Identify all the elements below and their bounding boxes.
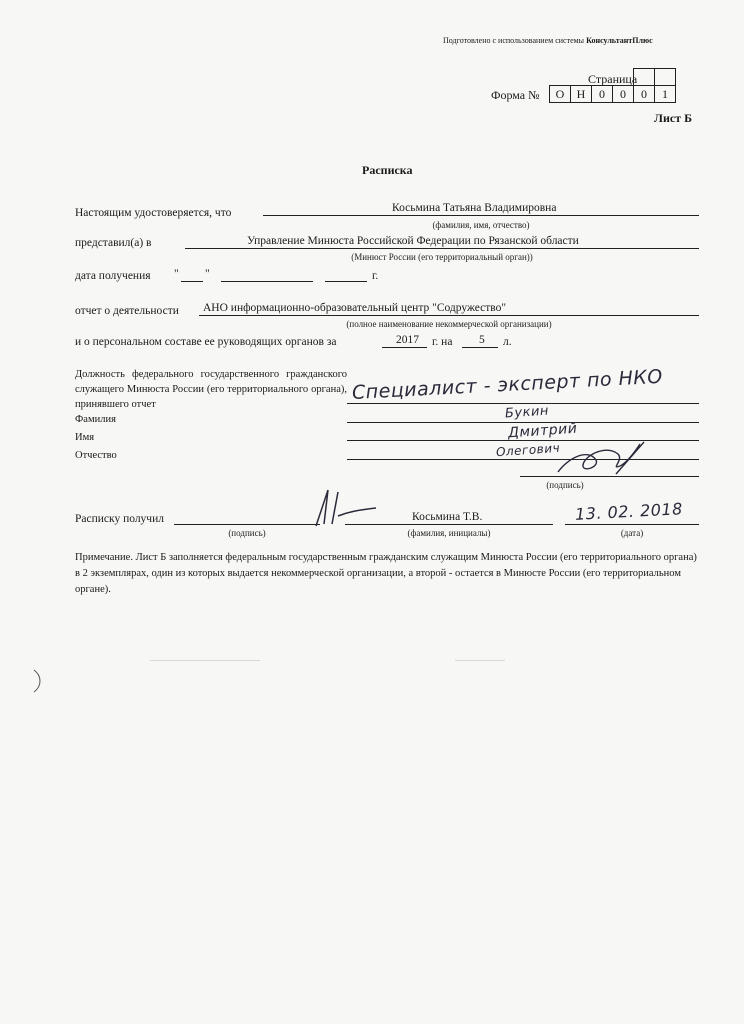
official-signature-caption: (подпись)	[546, 480, 584, 490]
receipt-signature-caption: (подпись)	[228, 528, 266, 538]
form-cell-6: 1	[655, 86, 676, 103]
official-patronymic-label: Отчество	[75, 450, 117, 461]
certify-caption: (фамилия, имя, отчество)	[432, 220, 530, 230]
personnel-year: 2017	[396, 334, 419, 346]
scan-smudge	[150, 660, 260, 661]
form-cell-2: Н	[571, 86, 592, 103]
receipt-date-line	[565, 524, 699, 525]
date-year-suffix: г.	[372, 270, 379, 282]
form-label: Форма №	[491, 88, 540, 102]
official-name-value: Дмитрий	[507, 420, 578, 442]
certify-value: Косьмина Татьяна Владимировна	[392, 202, 557, 214]
official-patronymic-value: Олегович	[495, 440, 561, 460]
page-label: Страница	[588, 72, 638, 86]
footnote: Примечание. Лист Б заполняется федеральным государственным гражданским служащим Минюста России (его территориального органа) в 2 экземплярах, один из которых выдается некоммерческой организации, а второй - остается в Минюсте России (его территориальном органе).	[75, 552, 697, 595]
receipt-name-value: Косьмина Т.В.	[412, 511, 483, 523]
official-position-label: Должность федерального государственного гражданского служащего Минюста России (его территориального органа), принявшего отчет	[75, 369, 347, 410]
presented-label: представил(а) в	[75, 237, 152, 249]
header-note-text: Подготовлено с использованием системы	[443, 36, 585, 45]
official-surname-label: Фамилия	[75, 414, 116, 425]
form-cell-5: 0	[634, 86, 655, 103]
official-signature-line	[520, 476, 699, 477]
presented-line	[185, 248, 699, 249]
personnel-label: и о персональном составе ее руководящих органов за	[75, 336, 337, 348]
scan-smudge	[455, 660, 505, 661]
receipt-label: Расписку получил	[75, 513, 164, 525]
official-surname-line	[347, 422, 699, 423]
form-cell-1: О	[550, 86, 571, 103]
personnel-sheets: 5	[479, 334, 485, 346]
form-number-grid	[549, 68, 676, 103]
report-label: отчет о деятельности	[75, 305, 179, 317]
receipt-date-value: 13. 02. 2018	[574, 499, 684, 524]
certify-label: Настоящим удостоверяется, что	[75, 207, 232, 219]
presented-value: Управление Минюста Российской Федерации по Рязанской области	[247, 235, 579, 247]
receipt-name-line	[345, 524, 553, 525]
page-cell-1	[634, 69, 655, 86]
date-month-line	[221, 281, 313, 282]
personnel-year-suffix: г. на	[432, 336, 453, 348]
official-position-line	[347, 403, 699, 404]
sheet-label: Лист Б	[654, 111, 693, 125]
personnel-year-line	[382, 347, 427, 348]
date-quote-close: "	[205, 268, 210, 280]
presented-caption: (Минюст России (его территориальный орган))	[351, 252, 533, 262]
header-note	[443, 36, 653, 45]
personnel-sheets-suffix: л.	[503, 336, 512, 348]
date-quote-open: "	[174, 268, 179, 280]
page-title: Расписка	[362, 163, 413, 177]
date-received-label: дата получения	[75, 270, 151, 282]
date-day-line	[181, 281, 203, 282]
form-cell-3: 0	[592, 86, 613, 103]
report-value: АНО информационно-образовательный центр "Содружество"	[203, 302, 507, 314]
header-brand: КонсультантПлюс	[586, 36, 653, 45]
page-cell-2	[655, 69, 676, 86]
receipt-name-caption: (фамилия, инициалы)	[407, 528, 491, 538]
date-year-line	[325, 281, 367, 282]
personnel-sheets-line	[462, 347, 498, 348]
certify-line	[263, 215, 699, 216]
official-position-value: Специалист - эксперт по НКО	[351, 365, 664, 404]
receipt-date-caption: (дата)	[620, 528, 644, 538]
official-signature-icon	[548, 440, 658, 480]
report-line	[199, 315, 699, 316]
report-caption: (полное наименование некоммерческой организации)	[346, 319, 552, 329]
form-cell-4: 0	[613, 86, 634, 103]
scan-mark-icon	[30, 668, 44, 694]
official-name-label: Имя	[75, 432, 95, 443]
official-surname-value: Букин	[504, 403, 550, 422]
